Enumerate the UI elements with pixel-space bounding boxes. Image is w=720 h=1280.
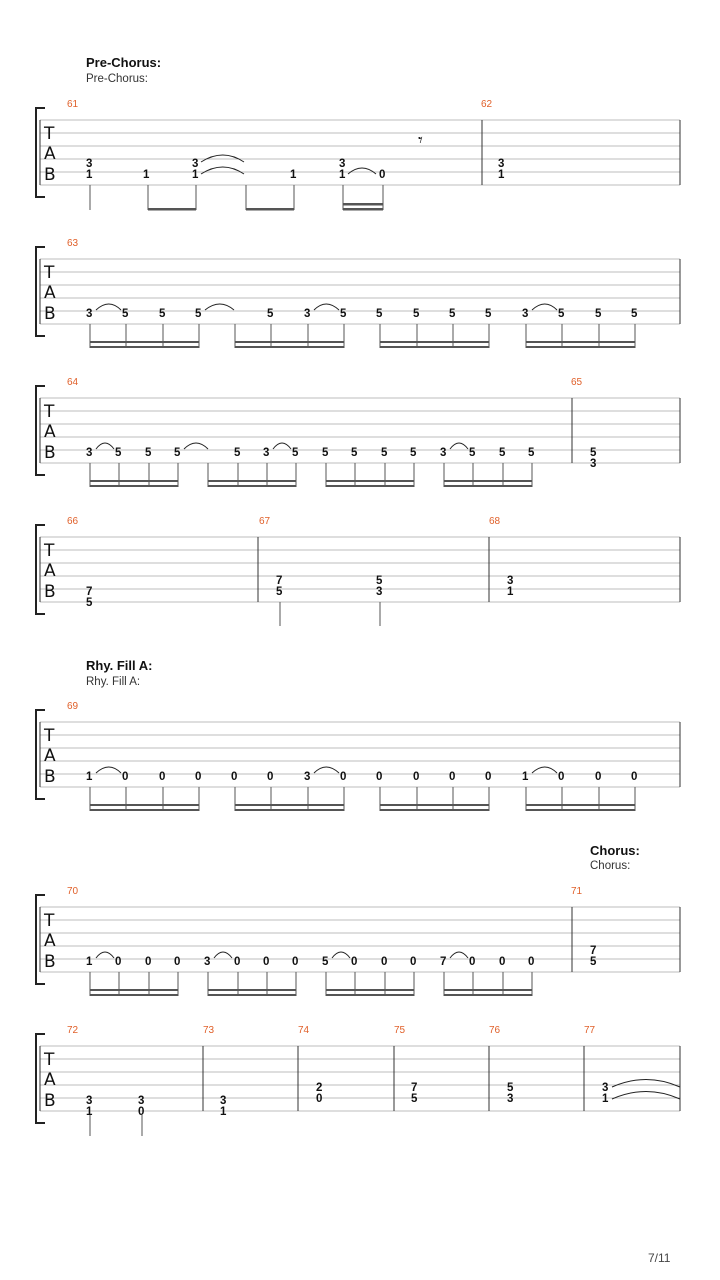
tie <box>532 304 557 310</box>
fret-number: 3 <box>304 308 311 320</box>
fret-numbers <box>86 308 638 320</box>
fret-number: 1 <box>602 1093 609 1105</box>
rhythm-beams <box>90 989 532 996</box>
tie <box>450 443 468 449</box>
fret-number: 1 <box>507 586 514 598</box>
fret-number: 1 <box>498 169 505 181</box>
fret-number: 5 <box>292 447 299 459</box>
tie <box>332 952 350 958</box>
fret-number: 1 <box>290 169 297 181</box>
fret-number: 1 <box>143 169 150 181</box>
fret-number: 0 <box>267 771 274 783</box>
fret-number: 3 <box>522 308 529 320</box>
fret-number: 0 <box>631 771 638 783</box>
fret-number: 7 <box>276 575 283 587</box>
tie <box>184 443 208 449</box>
tab-letter-t: T <box>44 911 55 931</box>
fret-number: 5 <box>145 447 152 459</box>
tie <box>273 443 291 449</box>
tab-system-2 <box>36 238 680 348</box>
fret-number: 0 <box>376 771 383 783</box>
bar-number: 67 <box>259 516 271 527</box>
tie <box>450 952 468 958</box>
fret-number: 5 <box>410 447 417 459</box>
fret-number: 0 <box>469 956 476 968</box>
fret-number: 3 <box>339 158 346 170</box>
fret-number: 1 <box>86 1106 93 1118</box>
fret-number: 3 <box>507 575 514 587</box>
rhythm-beams <box>148 203 383 211</box>
tab-letter-a: A <box>44 1070 56 1090</box>
tie <box>314 304 339 310</box>
fret-number: 0 <box>234 956 241 968</box>
rhythm-stems <box>280 602 380 626</box>
fret-number: 5 <box>267 308 274 320</box>
fret-number: 7 <box>411 1082 418 1094</box>
fret-number: 0 <box>413 771 420 783</box>
staff-lines <box>40 120 680 185</box>
tab-letter-t: T <box>44 541 55 561</box>
rhythm-beams <box>90 804 635 811</box>
fret-number: 0 <box>595 771 602 783</box>
fret-number: 1 <box>339 169 346 181</box>
fret-number: 5 <box>340 308 347 320</box>
eighth-rest-icon: 𝄾 <box>418 130 423 151</box>
fret-number: 0 <box>145 956 152 968</box>
fret-number: 5 <box>322 447 329 459</box>
tab-system-1 <box>36 99 680 211</box>
fret-number: 5 <box>174 447 181 459</box>
bar-number: 72 <box>67 1025 79 1036</box>
tab-letter-t: T <box>44 726 55 746</box>
fret-number: 3 <box>304 771 311 783</box>
bar-number: 63 <box>67 238 79 249</box>
section-subtitle-rhy-fill: Rhy. Fill A: <box>86 676 141 688</box>
fret-number: 0 <box>410 956 417 968</box>
fret-number: 5 <box>376 575 383 587</box>
tab-letter-a: A <box>44 283 56 303</box>
bar-number: 61 <box>67 99 79 110</box>
tie <box>612 1080 680 1088</box>
fret-number: 5 <box>351 447 358 459</box>
bar-number: 75 <box>394 1025 406 1036</box>
fret-number: 5 <box>195 308 202 320</box>
tab-letter-a: A <box>44 561 56 581</box>
fret-number: 1 <box>86 771 93 783</box>
staff-lines <box>40 537 680 602</box>
fret-number: 3 <box>138 1095 145 1107</box>
bar-number: 69 <box>67 701 79 712</box>
fret-number: 5 <box>411 1093 418 1105</box>
fret-number: 5 <box>115 447 122 459</box>
tab-letter-t: T <box>44 402 55 422</box>
bar-number: 77 <box>584 1025 596 1036</box>
fret-number: 3 <box>86 447 93 459</box>
fret-number: 1 <box>86 956 93 968</box>
fret-number: 0 <box>231 771 238 783</box>
tab-letter-b: B <box>44 1091 56 1111</box>
fret-number: 3 <box>86 158 93 170</box>
tab-letter-a: A <box>44 746 56 766</box>
fret-numbers <box>86 158 505 181</box>
fret-number: 0 <box>292 956 299 968</box>
fret-number: 5 <box>322 956 329 968</box>
fret-number: 5 <box>234 447 241 459</box>
fret-number: 3 <box>602 1082 609 1094</box>
tab-system-3 <box>36 377 680 487</box>
tab-letter-b: B <box>44 952 56 972</box>
fret-number: 5 <box>376 308 383 320</box>
fret-number: 5 <box>507 1082 514 1094</box>
tie <box>532 767 557 773</box>
fret-number: 5 <box>413 308 420 320</box>
bar-number: 70 <box>67 886 79 897</box>
fret-number: 3 <box>192 158 199 170</box>
fret-number: 5 <box>499 447 506 459</box>
tab-letter-t: T <box>44 124 55 144</box>
tab-letter-b: B <box>44 767 56 787</box>
tab-system-7 <box>36 1025 680 1136</box>
fret-number: 5 <box>159 308 166 320</box>
section-title-chorus: Chorus: <box>590 843 640 858</box>
rhythm-stems <box>90 185 383 210</box>
fret-numbers <box>86 945 597 968</box>
section-subtitle-chorus: Chorus: <box>590 860 631 872</box>
fret-number: 3 <box>590 458 597 470</box>
bar-number: 66 <box>67 516 79 527</box>
fret-number: 7 <box>590 945 597 957</box>
fret-number: 3 <box>204 956 211 968</box>
staff-lines <box>40 907 680 972</box>
fret-number: 3 <box>376 586 383 598</box>
bar-number: 71 <box>571 886 583 897</box>
bar-number: 64 <box>67 377 79 388</box>
fret-number: 3 <box>498 158 505 170</box>
fret-number: 5 <box>276 586 283 598</box>
tab-letter-b: B <box>44 443 56 463</box>
bar-number: 65 <box>571 377 583 388</box>
section-title-rhy-fill: Rhy. Fill A: <box>86 658 153 673</box>
fret-numbers <box>86 1082 609 1118</box>
tab-letter-b: B <box>44 165 56 185</box>
rhythm-stems <box>90 324 635 348</box>
fret-number: 3 <box>507 1093 514 1105</box>
fret-number: 5 <box>590 447 597 459</box>
fret-number: 5 <box>381 447 388 459</box>
slur-ties <box>201 155 376 174</box>
fret-number: 5 <box>449 308 456 320</box>
tie <box>96 952 114 958</box>
fret-number: 1 <box>220 1106 227 1118</box>
section-title-pre-chorus: Pre-Chorus: <box>86 55 162 70</box>
bar-number: 62 <box>481 99 493 110</box>
tab-letter-b: B <box>44 582 56 602</box>
fret-number: 0 <box>316 1093 323 1105</box>
bar-number: 74 <box>298 1025 310 1036</box>
fret-number: 7 <box>86 586 93 598</box>
tie <box>96 304 121 310</box>
fret-number: 5 <box>86 597 93 609</box>
tab-system-4 <box>36 516 680 626</box>
fret-number: 5 <box>595 308 602 320</box>
fret-number: 3 <box>86 1095 93 1107</box>
fret-number: 0 <box>485 771 492 783</box>
fret-number: 0 <box>340 771 347 783</box>
bar-number: 68 <box>489 516 501 527</box>
page-number: 7/11 <box>648 1251 671 1265</box>
fret-number: 0 <box>159 771 166 783</box>
fret-number: 0 <box>174 956 181 968</box>
fret-number: 5 <box>590 956 597 968</box>
fret-numbers <box>86 575 514 609</box>
fret-number: 0 <box>351 956 358 968</box>
tab-letter-b: B <box>44 304 56 324</box>
tab-letter-a: A <box>44 931 56 951</box>
fret-number: 0 <box>499 956 506 968</box>
fret-number: 5 <box>485 308 492 320</box>
fret-number: 0 <box>115 956 122 968</box>
rhythm-stems <box>90 463 532 487</box>
rhythm-beams <box>90 480 532 487</box>
tie <box>96 767 121 773</box>
tab-letter-a: A <box>44 144 56 164</box>
fret-numbers <box>86 771 637 783</box>
fret-number: 0 <box>381 956 388 968</box>
fret-number: 5 <box>631 308 638 320</box>
tie <box>201 167 244 174</box>
fret-number: 0 <box>138 1106 145 1118</box>
tab-system-6 <box>36 886 680 996</box>
tie <box>205 304 234 310</box>
staff-lines <box>40 398 680 463</box>
fret-number: 5 <box>122 308 129 320</box>
tie <box>314 767 339 773</box>
fret-number: 1 <box>522 771 529 783</box>
fret-number: 1 <box>192 169 199 181</box>
fret-number: 3 <box>263 447 270 459</box>
section-subtitle-pre-chorus: Pre-Chorus: <box>86 73 148 85</box>
tie <box>96 443 114 449</box>
fret-number: 0 <box>379 169 386 181</box>
rhythm-stems <box>90 1115 142 1136</box>
rhythm-stems <box>90 787 635 811</box>
bar-number: 73 <box>203 1025 215 1036</box>
fret-number: 7 <box>440 956 447 968</box>
rhythm-stems <box>90 972 532 996</box>
tab-system-5 <box>36 701 680 811</box>
fret-number: 5 <box>558 308 565 320</box>
fret-number: 3 <box>440 447 447 459</box>
fret-number: 1 <box>86 169 93 181</box>
tab-letter-t: T <box>44 263 55 283</box>
tie <box>348 168 376 174</box>
tab-letter-t: T <box>44 1050 55 1070</box>
tie <box>214 952 232 958</box>
staff-lines <box>40 722 680 787</box>
tab-letter-a: A <box>44 422 56 442</box>
fret-number: 0 <box>528 956 535 968</box>
fret-number: 0 <box>195 771 202 783</box>
rhythm-beams <box>90 341 635 348</box>
fret-number: 5 <box>528 447 535 459</box>
fret-number: 0 <box>449 771 456 783</box>
fret-number: 3 <box>220 1095 227 1107</box>
fret-number: 2 <box>316 1082 323 1094</box>
staff-lines <box>40 259 680 324</box>
fret-number: 0 <box>122 771 129 783</box>
fret-number: 0 <box>558 771 565 783</box>
bar-number: 76 <box>489 1025 501 1036</box>
slur-ties <box>612 1080 680 1100</box>
fret-number: 3 <box>86 308 93 320</box>
fret-number: 5 <box>469 447 476 459</box>
fret-number: 0 <box>263 956 270 968</box>
